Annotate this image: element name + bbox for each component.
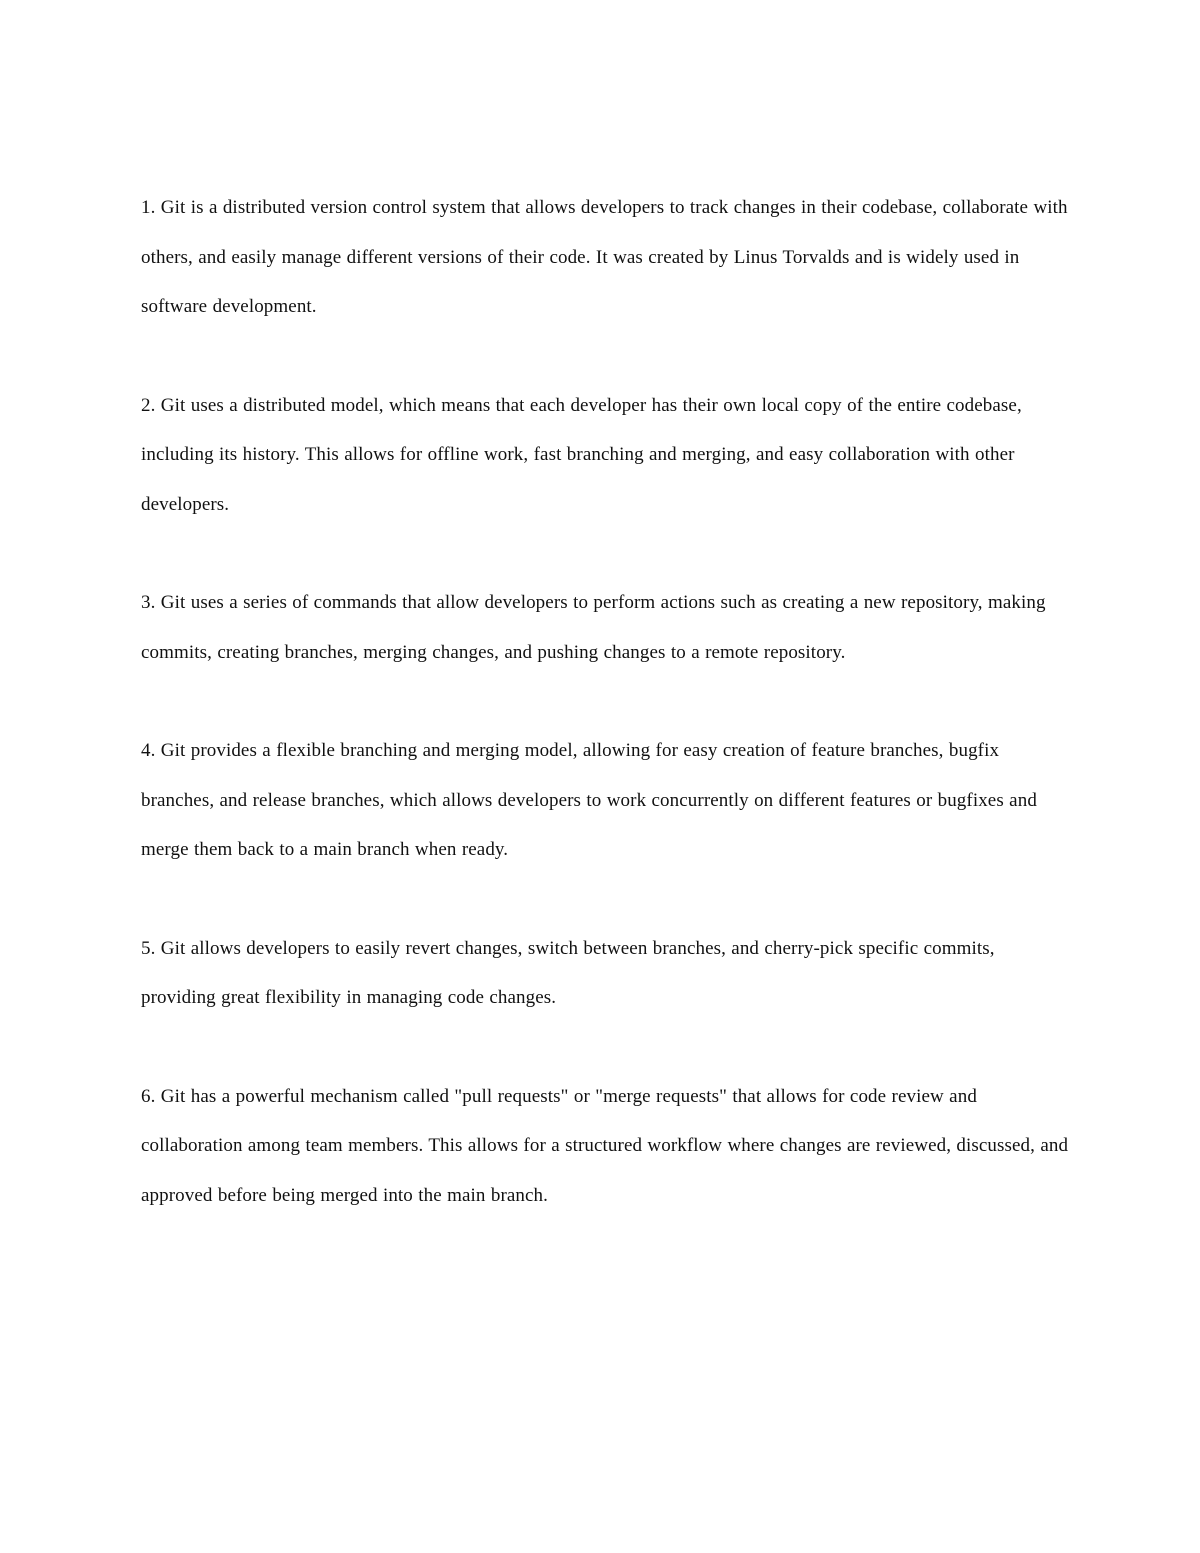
paragraph-3: 3. Git uses a series of commands that allow developers to perform actions such as creating a new repository, making commits, creating branches, merging changes, and pushing changes to a remote repository. bbox=[141, 592, 1046, 663]
document-body bbox=[141, 183, 1071, 1269]
paragraph-4: 4. Git provides a flexible branching and merging model, allowing for easy creation of feature branches, bugfix branches, and release branches, which allows developers to work concurrently on different features or bugfixes and merge them back to a main branch when ready. bbox=[141, 740, 1037, 860]
paragraph-2: 2. Git uses a distributed model, which means that each developer has their own local copy of the entire codebase, including its history. This allows for offline work, fast branching and merging, and easy collaboration with other developers. bbox=[141, 394, 1022, 515]
paragraph-1: 1. Git is a distributed version control system that allows developers to track changes in their codebase, collaborate with others, and easily manage different versions of their code. It was created by Linus Torvalds and is widely used in software development. bbox=[141, 197, 1068, 317]
paragraph-6: 6. Git has a powerful mechanism called "pull requests" or "merge requests" that allows for code review and collaboration among team members. This allows for a structured workflow where changes are reviewed, discussed, and approved before being merged into the main branch. bbox=[141, 1085, 1069, 1206]
paragraph-5: 5. Git allows developers to easily revert changes, switch between branches, and cherry-pick specific commits, providing great flexibility in managing code changes. bbox=[141, 937, 995, 1008]
